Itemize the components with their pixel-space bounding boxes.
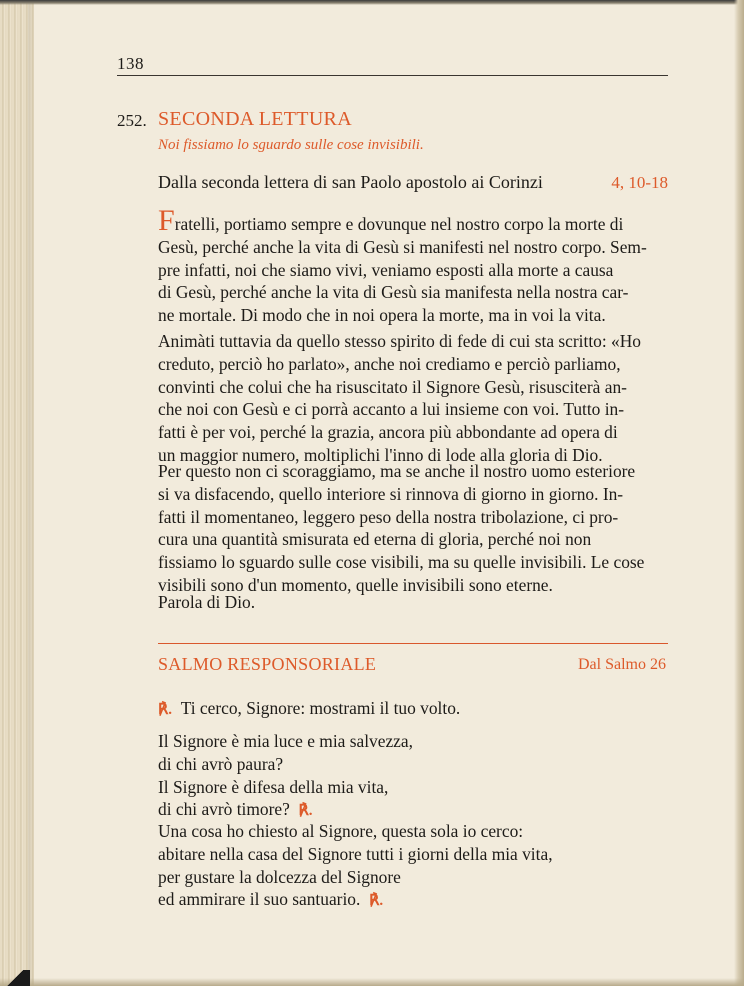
verse-line: Il Signore è mia luce e mia salvezza, [158, 731, 413, 751]
psalm-reference: Dal Salmo 26 [578, 656, 666, 673]
reading-reference: 4, 10-18 [611, 173, 668, 192]
response-symbol: ℟. [298, 803, 313, 820]
text-line: visibili sono d'un momento, quelle invisibili sono eterne. [158, 574, 553, 595]
text-line: creduto, perciò ho parlato», anche noi crediamo e perciò parliamo, [158, 353, 621, 374]
response-symbol: ℟. [158, 702, 173, 718]
verse-line: ed ammirare il suo santuario. ℟. [158, 889, 384, 910]
reading-source: Dalla seconda lettera di san Paolo apostolo ai Corinzi [158, 172, 543, 192]
page-number: 138 [117, 54, 144, 73]
page-bottom-shadow [0, 978, 744, 986]
text-line: Gesù, perché anche la vita di Gesù si manifesti nel nostro corpo. Sem- [158, 236, 647, 257]
closing-line: Parola di Dio. [158, 592, 256, 612]
text-line: fissiamo lo sguardo sulle cose visibili, ma su quelle invisibili. Le cose [158, 552, 645, 573]
page-stack-edge [0, 0, 34, 986]
verse-line: di chi avrò paura? [158, 753, 284, 774]
text-line: convinti che colui che ha risuscitato il Signore Gesù, risusciterà an- [158, 376, 627, 397]
reading-paragraph-2 [158, 330, 668, 467]
verse-line: Il Signore è difesa della mia vita, [158, 776, 389, 797]
reading-paragraph-3 [158, 460, 668, 597]
psalm-stanza-1 [158, 730, 413, 823]
verse-line: per gustare la dolcezza del Signore [158, 866, 401, 887]
text-line: si va disfacendo, quello interiore si rinnova di giorno in giorno. In- [158, 483, 624, 504]
page-top-shadow [0, 0, 744, 5]
response-line [158, 697, 460, 722]
page-right-shadow [734, 0, 744, 986]
verse-line: abitare nella casa del Signore tutti i giorni della mia vita, [158, 843, 553, 864]
text-line: un maggior numero, moltiplichi l'inno di lode alla gloria di Dio. [158, 444, 603, 465]
text-line: fatti è per voi, perché la grazia, ancora più abbondante ad opera di [158, 422, 618, 443]
header-rule [117, 75, 668, 76]
section-subtitle: Noi fissiamo lo sguardo sulle cose invisibili. [158, 137, 424, 153]
text-line: fatti il momentaneo, leggero peso della nostra tribolazione, ci pro- [158, 506, 619, 527]
psalm-title: SALMO RESPONSORIALE [158, 654, 377, 674]
text-line: che noi con Gesù e ci porrà accanto a lui insieme con voi. Tutto in- [158, 399, 625, 420]
reading-paragraph-1 [158, 204, 668, 327]
page-corner [0, 970, 30, 986]
text-line: ne mortale. Di modo che in noi opera la morte, ma in voi la vita. [158, 305, 606, 326]
section-number: 252. [117, 111, 147, 130]
psalm-response [158, 697, 460, 722]
text-line: cura una quantità smisurata ed eterna di gloria, perché noi non [158, 529, 592, 550]
text-line: Fratelli, portiamo sempre e dovunque nel nostro corpo la morte di [158, 204, 624, 237]
section-title: SECONDA LETTURA [158, 108, 352, 130]
response-symbol: ℟. [369, 893, 384, 910]
drop-cap: F [158, 204, 175, 237]
reading-closing [158, 591, 668, 614]
verse-line: di chi avrò timore? ℟. [158, 799, 313, 820]
text-line: Per questo non ci scoraggiamo, ma se anche il nostro uomo esteriore [158, 461, 636, 481]
text-line: di Gesù, perché anche la vita di Gesù sia manifesta nella nostra car- [158, 282, 629, 303]
section-divider [158, 643, 668, 644]
psalm-stanza-2 [158, 820, 553, 913]
text-line: pre infatti, noi che siamo vivi, veniamo esposti alla morte a causa [158, 259, 614, 280]
verse-line: Una cosa ho chiesto al Signore, questa sola io cerco: [158, 821, 524, 841]
response-text: Ti cerco, Signore: mostrami il tuo volto. [180, 698, 461, 718]
text-line: Animàti tuttavia da quello stesso spirito di fede di cui sta scritto: «Ho [158, 331, 641, 351]
